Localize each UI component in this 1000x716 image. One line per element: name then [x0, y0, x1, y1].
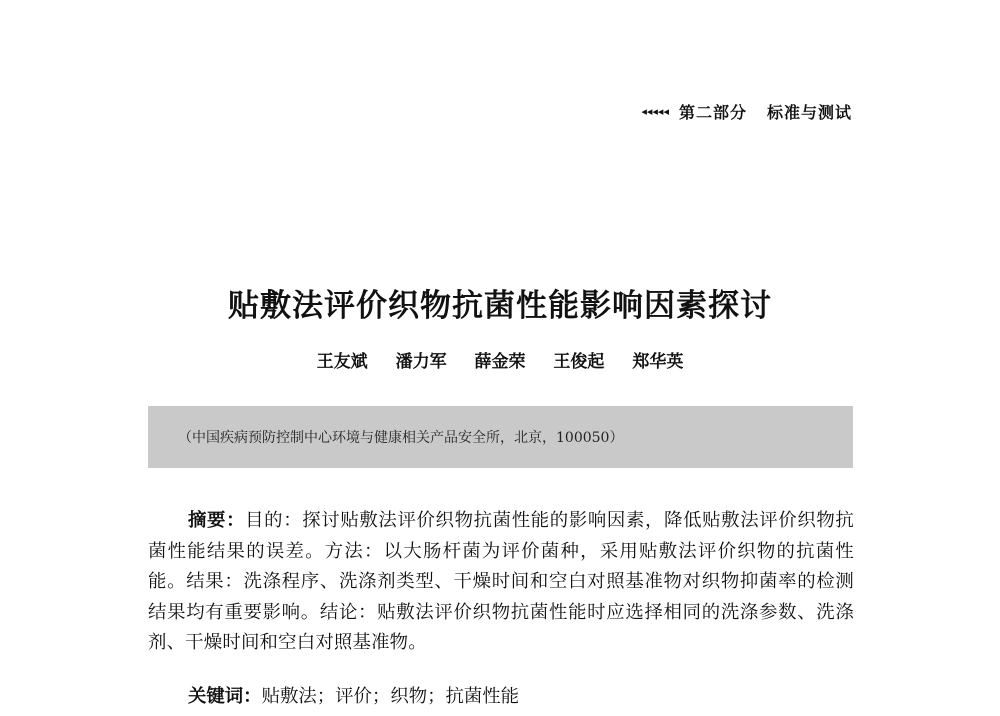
keywords-text: 贴敷法；评价；织物；抗菌性能 [261, 686, 520, 707]
author-name: 王俊起 [553, 352, 605, 372]
running-header [641, 100, 852, 123]
author-name: 郑华英 [632, 352, 684, 372]
keywords-line [188, 682, 519, 712]
header-section-label: 标准与测试 [766, 103, 852, 122]
author-name: 薛金荣 [474, 352, 526, 372]
header-part-label: 第二部分 [678, 103, 747, 122]
abstract-paragraph [148, 506, 854, 659]
keywords-label: 关键词： [188, 686, 262, 707]
author-name: 王友斌 [316, 352, 368, 372]
affiliation-text: （中国疾病预防控制中心环境与健康相关产品安全所，北京，100050） [178, 430, 624, 446]
author-list [0, 347, 1000, 372]
abstract-text: 目的：探讨贴敷法评价织物抗菌性能的影响因素，降低贴敷法评价织物抗菌性能结果的误差。方法：以大肠杆菌为评价菌种，采用贴敷法评价织物的抗菌性能。结果：洗涤程序、洗涤剂类型、干燥时间和空白对照基准物对织物抑菌率的检测结果均有重要影响。结论：贴敷法评价织物抗菌性能时应选择相同的洗涤参数、洗涤剂、干燥时间和空白对照基准物。 [148, 510, 854, 653]
header-arrow-markers: ◂◂◂◂◂ [641, 105, 669, 118]
paper-title: 贴敷法评价织物抗菌性能影响因素探讨 [228, 288, 772, 324]
abstract-label: 摘要： [188, 510, 246, 531]
affiliation-box [148, 406, 853, 468]
author-name: 潘力军 [395, 352, 447, 372]
